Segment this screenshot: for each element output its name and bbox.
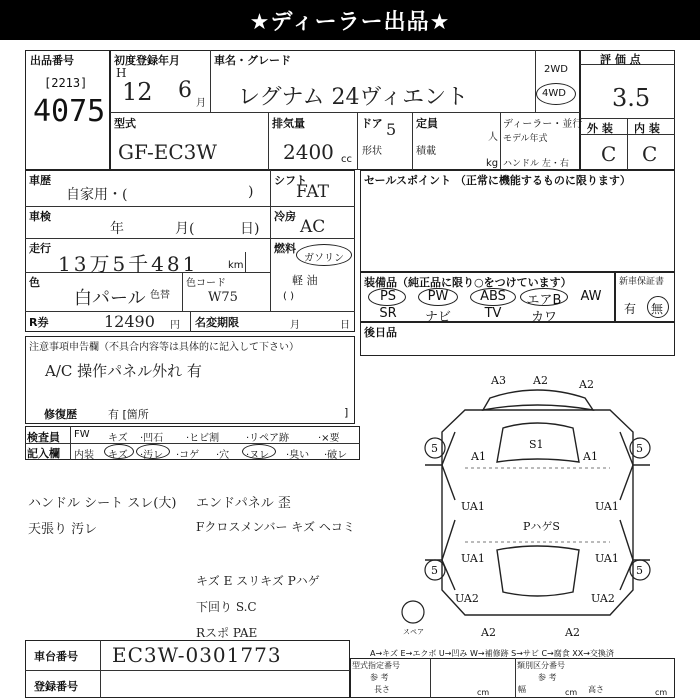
recycle-unit: 円 bbox=[170, 320, 180, 331]
dmg-8: PハゲS bbox=[523, 520, 560, 533]
warranty-yes: 有 bbox=[624, 302, 637, 316]
name-change-label: 名変期限 bbox=[195, 316, 239, 329]
load-unit: kg bbox=[486, 158, 499, 169]
grade-int-label: 内 装 bbox=[634, 122, 660, 135]
inspector-r1-0: FW bbox=[74, 429, 90, 440]
usage-value: 自家用・( bbox=[66, 187, 128, 203]
remark-2: エンドパネル 歪 bbox=[196, 496, 291, 511]
repair-value: 有 [箇所 bbox=[108, 408, 149, 421]
displacement-label: 排気量 bbox=[272, 117, 305, 130]
inspection-label: 車検 bbox=[29, 210, 51, 223]
remark-1: 天張り 汚レ bbox=[28, 522, 98, 537]
registration-era: H bbox=[116, 66, 127, 80]
structure-cm-1: cm bbox=[477, 688, 490, 697]
cooling-value: AC bbox=[300, 217, 326, 237]
grade-score: 3.5 bbox=[612, 84, 651, 112]
dmg-10: UA1 bbox=[595, 552, 619, 565]
notes-label: 注意事項申告欄（不具合内容等は具体的に記入して下さい） bbox=[29, 342, 299, 353]
reg-no-label: 登録番号 bbox=[34, 680, 78, 693]
drive-4wd: 4WD bbox=[542, 88, 566, 99]
structure-ref1: 参 考 bbox=[370, 673, 389, 682]
dmg-0: A3 bbox=[491, 374, 506, 387]
repair-close: ] bbox=[344, 406, 349, 419]
tyre-1: 5 bbox=[636, 442, 643, 455]
structure-ref2: 参 考 bbox=[538, 673, 557, 682]
inspector-r2-4: ·穴 bbox=[216, 450, 230, 461]
registration-month-unit: 月 bbox=[196, 98, 206, 109]
eq-airbag: エアB bbox=[526, 293, 562, 308]
eq-pw: PW bbox=[427, 289, 449, 304]
inspector-r1-4: ·リペア跡 bbox=[246, 433, 289, 444]
dealer-label: ディーラー・並行 bbox=[503, 119, 583, 130]
dmg-13: A2 bbox=[481, 626, 496, 639]
grade-ext: C bbox=[601, 142, 617, 166]
inspector-r1-1: キズ bbox=[108, 433, 128, 444]
car-name: レグナム 24ヴィエント bbox=[238, 85, 469, 110]
handle-label: ハンドル 左・右 bbox=[503, 159, 569, 169]
load-label: 積載 bbox=[416, 146, 436, 157]
equipment-label: 装備品（純正品に限り○をつけています） bbox=[364, 276, 572, 289]
chassis-label: 車台番号 bbox=[34, 650, 78, 663]
inspection-year: 年 bbox=[110, 221, 124, 237]
inspector-r1-3: ·ヒビ割 bbox=[186, 433, 220, 444]
recycle-label: R券 bbox=[29, 316, 49, 329]
dmg-2: A2 bbox=[579, 378, 594, 391]
inspector-r2-3: ·コゲ bbox=[176, 450, 200, 461]
eq-sr: SR bbox=[379, 306, 397, 321]
inspection-month: 月( bbox=[175, 221, 195, 237]
shift-value: FAT bbox=[296, 182, 330, 202]
color-tone-label: 色替 bbox=[150, 290, 170, 301]
fuel-label: 燃料 bbox=[274, 242, 296, 255]
structure-height: 高さ bbox=[588, 685, 604, 694]
eq-leather: カワ bbox=[530, 310, 557, 325]
tyre-0: 5 bbox=[431, 442, 438, 455]
mileage-unit: km bbox=[228, 260, 244, 271]
repair-label: 修復歴 bbox=[44, 408, 77, 421]
remark-4: キズ E スリキズ Pハゲ bbox=[196, 574, 320, 588]
chassis-value: EC3W-0301773 bbox=[112, 643, 282, 667]
usage-close: ) bbox=[248, 184, 254, 200]
lot-code: [2213] bbox=[44, 76, 88, 90]
dmg-3: S1 bbox=[529, 438, 544, 451]
inspector-r2-0: 内装 bbox=[74, 450, 94, 461]
structure-cm-2: cm bbox=[565, 688, 578, 697]
door-value: 5 bbox=[386, 120, 397, 139]
warranty-no: 無 bbox=[651, 302, 664, 316]
spare-label: スペア bbox=[403, 628, 424, 636]
shift-label: シフト bbox=[274, 174, 307, 187]
remark-6: Rスポ PAE bbox=[196, 626, 258, 640]
model-value: GF-EC3W bbox=[118, 140, 217, 164]
eq-tv: TV bbox=[484, 306, 502, 321]
inspector-r2-1: キズ bbox=[108, 450, 128, 461]
dmg-7: UA1 bbox=[595, 500, 619, 513]
warranty-label: 新車保証書 bbox=[619, 277, 665, 287]
car-damage-diagram bbox=[395, 370, 680, 640]
dmg-12: UA2 bbox=[591, 592, 615, 605]
color-code: W75 bbox=[208, 290, 238, 305]
inspection-day: 日) bbox=[240, 221, 260, 237]
fuel-diesel: 軽 油 bbox=[292, 274, 318, 287]
dmg-4: A1 bbox=[471, 450, 486, 463]
cooling-label: 冷房 bbox=[274, 210, 296, 223]
name-change-day: 日 bbox=[340, 320, 350, 331]
inspector-label-1: 検査員 bbox=[27, 431, 60, 444]
mileage-label: 走行 bbox=[29, 242, 51, 255]
eq-ps: PS bbox=[379, 289, 397, 304]
remark-0: ハンドル シート スレ(大) bbox=[28, 496, 177, 511]
inspector-r1-5: ·×要 bbox=[318, 433, 340, 444]
structure-length: 長さ bbox=[374, 685, 390, 694]
remark-5: 下回り S.C bbox=[196, 600, 257, 614]
displacement-unit: cc bbox=[341, 154, 352, 165]
door-label: ドア bbox=[361, 117, 383, 130]
registration-label: 初度登録年月 bbox=[114, 54, 180, 67]
mileage-value: 13万5千481 bbox=[58, 252, 199, 276]
tyre-2: 5 bbox=[431, 564, 438, 577]
remark-3: Fクロスメンバー キズ ヘコミ bbox=[196, 520, 355, 534]
grade-label: 評 価 点 bbox=[600, 53, 641, 66]
grade-ext-label: 外 装 bbox=[587, 122, 613, 135]
grade-int: C bbox=[642, 142, 658, 166]
structure-cm-3: cm bbox=[655, 688, 668, 697]
color-value: 白パール bbox=[74, 288, 146, 309]
after-box bbox=[360, 322, 675, 356]
lot-number: 4075 bbox=[33, 94, 106, 129]
inspector-label-2: 記入欄 bbox=[27, 447, 60, 460]
capacity-unit: 人 bbox=[488, 132, 498, 143]
usage-label: 車歴 bbox=[29, 174, 51, 187]
dmg-14: A2 bbox=[565, 626, 580, 639]
drive-2wd: 2WD bbox=[544, 64, 568, 75]
model-label: 型式 bbox=[114, 117, 136, 130]
inspector-circle-stain bbox=[136, 444, 170, 459]
registration-year: 12 bbox=[122, 78, 153, 106]
page-header: ★ディーラー出品★ bbox=[0, 0, 700, 40]
recycle-value: 12490 bbox=[104, 312, 155, 331]
dmg-6: UA1 bbox=[461, 500, 485, 513]
structure-label: 型式指定番号 bbox=[352, 661, 400, 670]
registration-month: 6 bbox=[178, 78, 192, 103]
structure-width: 幅 bbox=[518, 685, 526, 694]
eq-aw: AW bbox=[580, 289, 602, 304]
inspector-circle-scratch bbox=[104, 444, 134, 459]
eq-navi: ナビ bbox=[424, 310, 451, 325]
structure-class-label: 類別区分番号 bbox=[517, 661, 565, 670]
displacement-value: 2400 bbox=[283, 140, 334, 164]
eq-abs: ABS bbox=[480, 289, 506, 304]
model-year-label: モデル年式 bbox=[503, 134, 548, 144]
inspector-r1-2: ·凹石 bbox=[140, 433, 164, 444]
selling-label: セールスポイント （正常に機能するものに限ります） bbox=[364, 174, 631, 187]
inspector-r2-6: ·臭い bbox=[286, 450, 310, 461]
fuel-gasoline: ガソリン bbox=[304, 253, 344, 264]
tyre-3: 5 bbox=[636, 564, 643, 577]
lot-label: 出品番号 bbox=[30, 54, 74, 67]
inspector-circle-wet bbox=[242, 444, 276, 459]
dmg-5: A1 bbox=[583, 450, 598, 463]
dmg-11: UA2 bbox=[455, 592, 479, 605]
car-label: 車名・グレード bbox=[214, 54, 291, 67]
damage-legend: A→キズ E→エクボ U→凹み W→補修跡 S→サビ C→腐食 XX→交換済 bbox=[370, 649, 614, 658]
notes-text: A/C 操作パネル外れ 有 bbox=[45, 362, 202, 380]
color-label: 色 bbox=[29, 276, 40, 289]
after-label: 後日品 bbox=[364, 326, 397, 339]
fuel-other: ( ) bbox=[283, 291, 294, 302]
inspector-r2-5: ·ヌレ bbox=[246, 450, 270, 461]
color-code-label: 色コード bbox=[186, 278, 226, 289]
name-change-month: 月 bbox=[290, 320, 300, 331]
capacity-label: 定員 bbox=[416, 117, 438, 130]
inspector-r2-2: ·汚レ bbox=[140, 450, 164, 461]
dmg-9: UA1 bbox=[461, 552, 485, 565]
shape-label: 形状 bbox=[362, 146, 382, 157]
inspector-r2-7: ·破レ bbox=[324, 450, 348, 461]
dmg-1: A2 bbox=[533, 374, 548, 387]
